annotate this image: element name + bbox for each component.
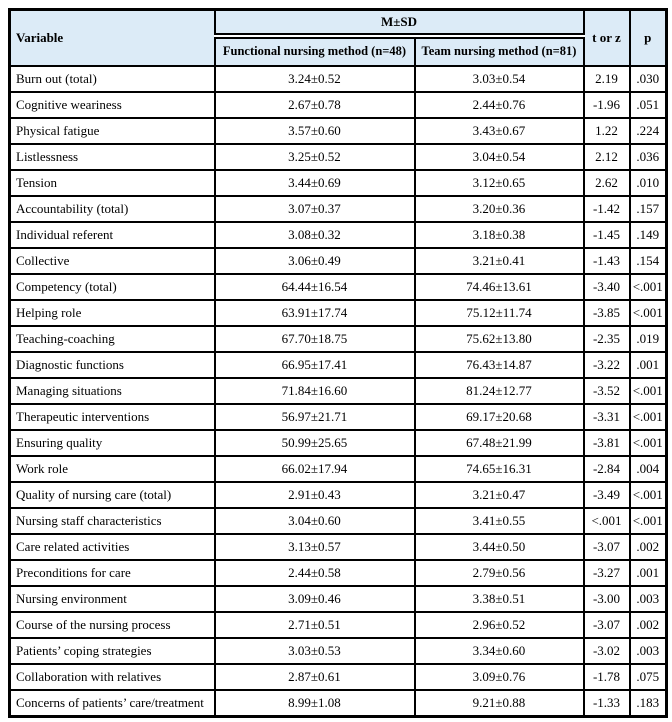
cell-variable: Managing situations <box>10 378 215 404</box>
cell-p-value: .183 <box>630 690 667 716</box>
cell-functional-value: 66.02±17.94 <box>215 456 415 482</box>
cell-t-or-z-value: -3.52 <box>584 378 630 404</box>
cell-variable: Nursing staff characteristics <box>10 508 215 534</box>
cell-t-or-z-value: -1.45 <box>584 222 630 248</box>
header-msd: M±SD <box>215 10 584 37</box>
cell-t-or-z-value: -1.43 <box>584 248 630 274</box>
table-row <box>10 690 667 716</box>
table-row <box>10 300 667 326</box>
cell-t-or-z-value: -3.07 <box>584 612 630 638</box>
header-team-method: Team nursing method (n=81) <box>415 36 584 66</box>
cell-t-or-z-value: -3.40 <box>584 274 630 300</box>
table-row <box>10 586 667 612</box>
cell-variable: Quality of nursing care (total) <box>10 482 215 508</box>
cell-team-value: 2.44±0.76 <box>415 92 584 118</box>
cell-p-value: .003 <box>630 638 667 664</box>
cell-team-value: 2.96±0.52 <box>415 612 584 638</box>
cell-variable: Accountability (total) <box>10 196 215 222</box>
cell-t-or-z-value: -3.22 <box>584 352 630 378</box>
table-row <box>10 118 667 144</box>
cell-t-or-z-value: -3.49 <box>584 482 630 508</box>
table-row <box>10 222 667 248</box>
cell-variable: Concerns of patients’ care/treatment <box>10 690 215 716</box>
header-row-1 <box>10 10 667 37</box>
table-row <box>10 534 667 560</box>
cell-p-value: .149 <box>630 222 667 248</box>
cell-p-value: .010 <box>630 170 667 196</box>
cell-team-value: 9.21±0.88 <box>415 690 584 716</box>
cell-p-value: .002 <box>630 534 667 560</box>
cell-team-value: 3.18±0.38 <box>415 222 584 248</box>
cell-p-value: .030 <box>630 66 667 92</box>
cell-team-value: 69.17±20.68 <box>415 404 584 430</box>
cell-p-value: .051 <box>630 92 667 118</box>
cell-t-or-z-value: -3.00 <box>584 586 630 612</box>
header-p: p <box>630 10 667 67</box>
cell-t-or-z-value: -3.85 <box>584 300 630 326</box>
cell-functional-value: 3.25±0.52 <box>215 144 415 170</box>
cell-variable: Listlessness <box>10 144 215 170</box>
cell-team-value: 3.34±0.60 <box>415 638 584 664</box>
cell-variable: Cognitive weariness <box>10 92 215 118</box>
table-row <box>10 456 667 482</box>
table-row <box>10 144 667 170</box>
table-row <box>10 274 667 300</box>
header-functional-method: Functional nursing method (n=48) <box>215 36 415 66</box>
header-variable: Variable <box>10 10 215 67</box>
cell-variable: Physical fatigue <box>10 118 215 144</box>
cell-t-or-z-value: 2.62 <box>584 170 630 196</box>
cell-team-value: 74.46±13.61 <box>415 274 584 300</box>
cell-functional-value: 3.24±0.52 <box>215 66 415 92</box>
cell-team-value: 3.38±0.51 <box>415 586 584 612</box>
cell-t-or-z-value: -3.31 <box>584 404 630 430</box>
table-row <box>10 508 667 534</box>
cell-team-value: 74.65±16.31 <box>415 456 584 482</box>
cell-variable: Therapeutic interventions <box>10 404 215 430</box>
header-t-or-z: t or z <box>584 10 630 67</box>
cell-t-or-z-value: -3.81 <box>584 430 630 456</box>
cell-p-value: <.001 <box>630 300 667 326</box>
cell-functional-value: 3.04±0.60 <box>215 508 415 534</box>
cell-team-value: 3.21±0.47 <box>415 482 584 508</box>
cell-t-or-z-value: -2.35 <box>584 326 630 352</box>
cell-functional-value: 3.57±0.60 <box>215 118 415 144</box>
cell-t-or-z-value: 1.22 <box>584 118 630 144</box>
cell-t-or-z-value: -1.42 <box>584 196 630 222</box>
cell-functional-value: 56.97±21.71 <box>215 404 415 430</box>
table-row <box>10 196 667 222</box>
cell-functional-value: 2.44±0.58 <box>215 560 415 586</box>
cell-t-or-z-value: -1.78 <box>584 664 630 690</box>
cell-team-value: 3.44±0.50 <box>415 534 584 560</box>
cell-p-value: .001 <box>630 352 667 378</box>
cell-team-value: 3.09±0.76 <box>415 664 584 690</box>
cell-variable: Diagnostic functions <box>10 352 215 378</box>
cell-functional-value: 3.07±0.37 <box>215 196 415 222</box>
cell-functional-value: 50.99±25.65 <box>215 430 415 456</box>
cell-variable: Tension <box>10 170 215 196</box>
cell-team-value: 2.79±0.56 <box>415 560 584 586</box>
cell-team-value: 3.43±0.67 <box>415 118 584 144</box>
cell-functional-value: 71.84±16.60 <box>215 378 415 404</box>
cell-variable: Care related activities <box>10 534 215 560</box>
cell-functional-value: 63.91±17.74 <box>215 300 415 326</box>
cell-p-value: <.001 <box>630 378 667 404</box>
cell-functional-value: 3.44±0.69 <box>215 170 415 196</box>
table-row <box>10 560 667 586</box>
cell-functional-value: 8.99±1.08 <box>215 690 415 716</box>
cell-variable: Work role <box>10 456 215 482</box>
cell-variable: Burn out (total) <box>10 66 215 92</box>
table-row <box>10 66 667 92</box>
cell-functional-value: 2.91±0.43 <box>215 482 415 508</box>
cell-team-value: 81.24±12.77 <box>415 378 584 404</box>
cell-t-or-z-value: -2.84 <box>584 456 630 482</box>
table-row <box>10 170 667 196</box>
cell-team-value: 3.41±0.55 <box>415 508 584 534</box>
cell-p-value: <.001 <box>630 482 667 508</box>
cell-p-value: .001 <box>630 560 667 586</box>
cell-team-value: 3.04±0.54 <box>415 144 584 170</box>
cell-p-value: .224 <box>630 118 667 144</box>
cell-t-or-z-value: -3.27 <box>584 560 630 586</box>
cell-team-value: 67.48±21.99 <box>415 430 584 456</box>
cell-variable: Competency (total) <box>10 274 215 300</box>
cell-team-value: 3.20±0.36 <box>415 196 584 222</box>
table-row <box>10 248 667 274</box>
cell-p-value: .154 <box>630 248 667 274</box>
cell-variable: Collective <box>10 248 215 274</box>
cell-functional-value: 3.08±0.32 <box>215 222 415 248</box>
cell-functional-value: 67.70±18.75 <box>215 326 415 352</box>
cell-p-value: .157 <box>630 196 667 222</box>
cell-team-value: 75.62±13.80 <box>415 326 584 352</box>
cell-team-value: 76.43±14.87 <box>415 352 584 378</box>
cell-p-value: .075 <box>630 664 667 690</box>
cell-t-or-z-value: 2.19 <box>584 66 630 92</box>
cell-p-value: .004 <box>630 456 667 482</box>
cell-variable: Patients’ coping strategies <box>10 638 215 664</box>
cell-functional-value: 64.44±16.54 <box>215 274 415 300</box>
cell-p-value: .019 <box>630 326 667 352</box>
cell-functional-value: 3.09±0.46 <box>215 586 415 612</box>
table-row <box>10 352 667 378</box>
cell-t-or-z-value: -3.07 <box>584 534 630 560</box>
table-row <box>10 430 667 456</box>
cell-functional-value: 2.67±0.78 <box>215 92 415 118</box>
cell-team-value: 3.03±0.54 <box>415 66 584 92</box>
cell-p-value: <.001 <box>630 430 667 456</box>
cell-team-value: 3.21±0.41 <box>415 248 584 274</box>
cell-p-value: <.001 <box>630 274 667 300</box>
cell-functional-value: 2.71±0.51 <box>215 612 415 638</box>
cell-team-value: 3.12±0.65 <box>415 170 584 196</box>
table-row <box>10 92 667 118</box>
cell-variable: Individual referent <box>10 222 215 248</box>
table-row <box>10 482 667 508</box>
cell-p-value: .003 <box>630 586 667 612</box>
cell-variable: Preconditions for care <box>10 560 215 586</box>
table-row <box>10 612 667 638</box>
table-row <box>10 378 667 404</box>
cell-p-value: <.001 <box>630 508 667 534</box>
table-row <box>10 404 667 430</box>
cell-t-or-z-value: <.001 <box>584 508 630 534</box>
cell-functional-value: 2.87±0.61 <box>215 664 415 690</box>
cell-p-value: .002 <box>630 612 667 638</box>
table-row <box>10 326 667 352</box>
cell-variable: Teaching-coaching <box>10 326 215 352</box>
cell-t-or-z-value: -1.96 <box>584 92 630 118</box>
cell-variable: Ensuring quality <box>10 430 215 456</box>
table-header <box>10 10 667 67</box>
table-body <box>10 66 667 716</box>
cell-p-value: <.001 <box>630 404 667 430</box>
cell-team-value: 75.12±11.74 <box>415 300 584 326</box>
stats-table <box>8 8 668 718</box>
cell-p-value: .036 <box>630 144 667 170</box>
cell-variable: Course of the nursing process <box>10 612 215 638</box>
table-row <box>10 664 667 690</box>
cell-variable: Collaboration with relatives <box>10 664 215 690</box>
cell-functional-value: 3.06±0.49 <box>215 248 415 274</box>
cell-t-or-z-value: -1.33 <box>584 690 630 716</box>
cell-variable: Nursing environment <box>10 586 215 612</box>
cell-variable: Helping role <box>10 300 215 326</box>
cell-functional-value: 66.95±17.41 <box>215 352 415 378</box>
table-row <box>10 638 667 664</box>
cell-functional-value: 3.03±0.53 <box>215 638 415 664</box>
cell-functional-value: 3.13±0.57 <box>215 534 415 560</box>
cell-t-or-z-value: 2.12 <box>584 144 630 170</box>
cell-t-or-z-value: -3.02 <box>584 638 630 664</box>
